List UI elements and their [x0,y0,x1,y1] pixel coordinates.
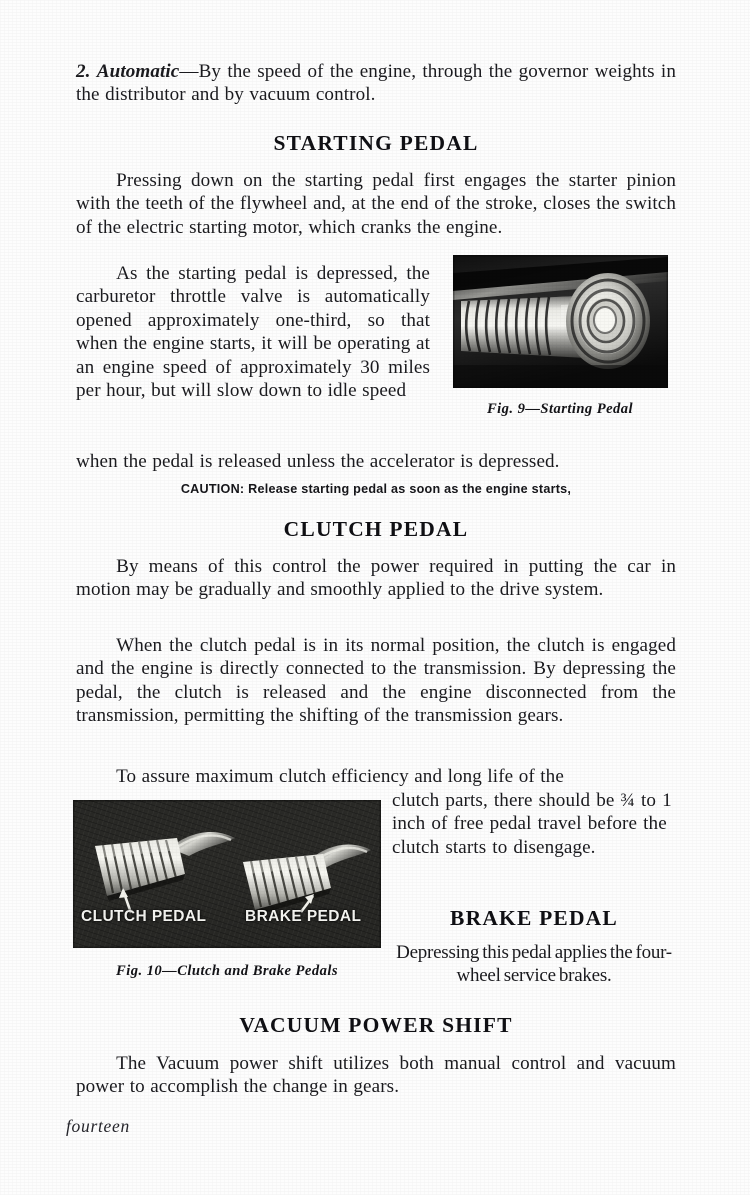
figure-10-label-brake-pedal: BRAKE PEDAL [245,908,362,925]
figure-10-caption-block [66,963,388,980]
figure-10-photo [73,800,381,948]
clutch-pedal-paragraph-3-rest-block [392,789,676,859]
intro-rest: —By the speed of the engine, through the governor weights in the distributor and by vacuum control. [76,61,676,106]
clutch-pedal-paragraph-3-rest: clutch parts, there should be ¾ to 1 inch of free pedal travel before the clutch starts to disengage. [392,790,672,858]
clutch-pedal-paragraph-3-first-line: To assure maximum clutch efficiency and long life of the [116,766,564,787]
heading-vacuum-power-shift-block [76,1013,676,1038]
heading-clutch-pedal: CLUTCH PEDAL [283,517,469,541]
intro-paragraph-block [76,60,676,107]
starting-pedal-paragraph-2-tail: when the pedal is released unless the accelerator is depressed. [76,451,560,472]
clutch-pedal-paragraph-1-block [76,555,676,602]
clutch-pedal-paragraph-1: By means of this control the power required in putting the car in motion may be gradually and smoothly applied to the drive system. [76,556,676,601]
heading-clutch-pedal-block [76,517,676,542]
heading-starting-pedal-block [76,131,676,156]
page-folio: fourteen [66,1116,130,1136]
heading-brake-pedal: BRAKE PEDAL [450,906,618,930]
brake-pedal-paragraph-1-block [388,941,680,988]
figure-10-label-clutch-pedal: CLUTCH PEDAL [81,908,207,925]
clutch-pedal-paragraph-2-block [76,634,676,728]
starting-pedal-paragraph-2: As the starting pedal is depressed, the carburetor throttle valve is automatically opened approximately one-third, so that when the engine starts, it will be operating at an engine speed of approximately 30 miles per hour, but will slow down to idle speed [76,263,430,402]
vacuum-power-shift-paragraph-1: The Vacuum power shift utilizes both manual control and vacuum power to accomplish the change in gears. [76,1053,676,1098]
vacuum-power-shift-paragraph-1-block [76,1052,676,1099]
heading-vacuum-power-shift: VACUUM POWER SHIFT [239,1013,513,1037]
heading-brake-pedal-block [392,906,676,931]
heading-starting-pedal: STARTING PEDAL [273,131,479,155]
figure-9-photo [453,255,668,388]
intro-paragraph [76,60,676,107]
brake-pedal-paragraph-1: Depressing this pedal applies the four-wheel service brakes. [396,942,672,987]
starting-pedal-paragraph-1-block [76,169,676,239]
caution-note: CAUTION: Release starting pedal as soon as the engine starts, [180,482,572,496]
intro-lead-number: 2. [76,61,91,82]
caution-note-block [76,482,676,496]
starting-pedal-paragraph-1: Pressing down on the starting pedal first engages the starter pinion with the teeth of the flywheel and, at the end of the stroke, closes the switch of the electric starting motor, which cranks the engine. [76,170,676,238]
figure-9-caption: Fig. 9—Starting Pedal [486,401,634,417]
starting-pedal-illustration [453,255,668,388]
clutch-pedal-paragraph-2: When the clutch pedal is in its normal position, the clutch is engaged and the engine is directly connected to the transmission. By depressing the pedal, the clutch is released and the engine disconnected from the transmission, permitting the shifting of the transmission gears. [76,635,676,727]
starting-pedal-paragraph-2-block [76,262,430,402]
intro-lead-italic: Automatic [96,61,180,82]
figure-9-caption-block [440,401,680,418]
clutch-pedal-paragraph-3-first-line-block [76,765,676,788]
starting-pedal-paragraph-2-tail-block [76,450,676,473]
figure-10-caption: Fig. 10—Clutch and Brake Pedals [116,963,338,979]
